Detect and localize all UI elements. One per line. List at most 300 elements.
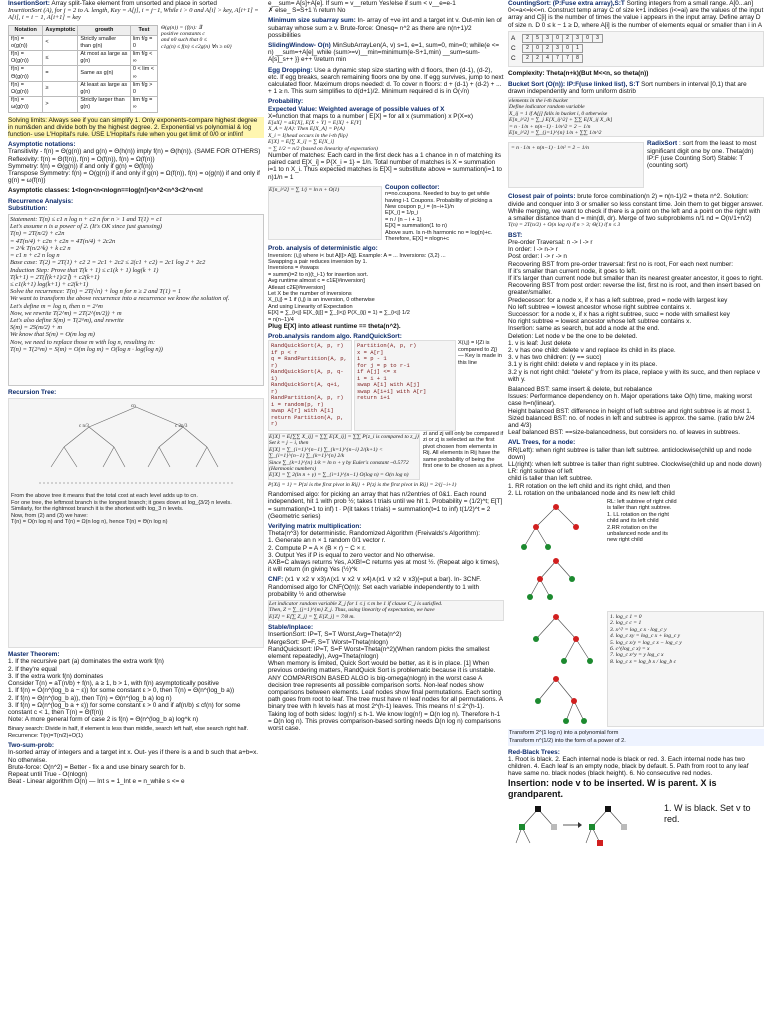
complexity-text: Complexity: Theta(n+k)(But M<<n, so theta(n)) [508,70,649,78]
inversion-line: = summ(i=2 to n)(t_i-1) for insertion sort. [268,271,369,278]
matrix-line: 1. Generate an n × 1 random 0/1 vector r. [268,537,386,545]
master-theorem-title: Master Theorem: [8,651,60,659]
egg-dropping-title: Egg Dropping: [268,66,313,74]
log-rule-line: 6. c^(log_c x) = x [610,646,650,653]
randquicksort-line: Set k = j − i, then [269,440,309,447]
growth-table-cell: Strictly smaller than g(n) [78,35,131,50]
insertion-sort-title: InsertionSort: [8,0,50,7]
growth-table-cell: lim f/g = ∞ [130,97,157,112]
binary-search-text: Binary search: Divide in half, if element is less than middle, search left half, else search right half. Recurrence: T(n)=T(n/2)+O(1) [8,726,249,739]
asymptotic-line: Transitivity - f(n) = Θ(g(n)) and g(n) = Θ(h(n)) imply f(n) = Θ(h(n)). (SAME FOR OTHERS) [8,148,261,156]
recurrence-title: Recurrence Analysis: [8,197,74,205]
avl-title: AVL Trees, for a node: [508,439,576,447]
bucket-total: = n · 1/n + n(n−1) · 1/n² = 2 − 1/n [508,142,644,188]
counting-array-row [511,44,761,53]
inversion-line: Atleast c2E[#inversion] [268,284,325,291]
log-rules [607,611,764,727]
asymptotic-line: Symmetry: f(n) = Θ(g(n)) if and only if g(n) = Θ(f(n)) [8,162,153,170]
theta-definition-line: Θ(g(n)) = {f(n): ∃ [161,24,202,31]
probability [268,98,504,180]
closest-pair-formula: T(n) = 2T(n/2) + O(n log n) if n > 3; Θ(1) if n ≤ 3 [508,222,621,229]
randquicksort-title: Prob.analysis random algo. RandQuickSort: [268,333,402,341]
randquicksort-line: Since ∑_{k=1}^{n} 1/k = ln n + γ by Euler's constant ~0.5772 (Harmonic numbers) [269,459,409,472]
code-line: swap A[i] with A[j] [357,381,420,389]
growth-table-header: growth [78,25,131,35]
closest-pair [508,193,764,228]
matrix-line: AXB=C always returns Yes, AXB!=C returns yes at most ½. (Repeat algo k times), it will return (in giving Yes (½)^k [268,559,500,574]
matrix-line: 3. Output Yes if P is equal to zero vector and No otherwise. [268,551,435,559]
inversion-line: Swapping a pair reduces inversion by 1. [268,258,368,265]
growth-table-row [9,81,158,96]
growth-table-cell: f(n) = o(g(n)) [9,35,43,50]
master-theorem-line: 2. If they're equal [8,665,57,673]
two-sum-continued-line: e__sum= A[s]+A[e]. If sum = v__return Yes!else if sum < v__e=e-1 [268,0,456,7]
counting-array-row [511,34,761,43]
growth-table-cell: f(n) = Θ(g(n)) [9,66,43,81]
counting-sort [508,0,764,67]
counting-array-cell: 2 [533,55,543,63]
stable-line: RandQuicksort: IP=T, S=F Worst=Theta(n^2)(When random picks the smallest element repeatedly), Avg=Theta(nlogn) [268,645,490,661]
two-sum-continued-line: ✗ else_ S=S+1 \\ return No [268,7,346,15]
bucket-line: elements in the i-th bucket [509,98,568,105]
bucket-line: E[n_i^2] = ∑_{j=1}^{n} 1/n + ∑∑ 1/n^2 [509,130,602,137]
bst-line: 3.2 y is not right child: "delete" y from its place, replace y with its succ, and then replace v with y. [508,368,761,383]
bucket-line: E[n_i^2] = ∑_j E[X_ij^2] + ∑∑ E[X_ij X_ik] [509,117,613,124]
stable-line: InsertionSort: IP=T, S=T Worst,Avg=Theta(n^2) [268,631,402,639]
avl-trees [508,439,764,745]
counting-array-cell: 3 [543,34,553,42]
stable-line: MergeSort: IP=F, S=T Worst=Theta(nlogn) [268,638,388,646]
recursion-tree-line: T(n) = O(n log n) and T(n) = Ω(n log n), hence T(n) = Θ(n log n) [11,519,168,526]
growth-table-cell: lim f/g > 0 [130,81,157,96]
counting-sort-text: Sorting integers from a small range. A[0...an] 0<=a<=k<=n. Construct temp array C of size k+1 indices (i<=ai) are the values of the input array and C[i] is the number of times the value i appears in the input array. Define array D of size n. D 0 ≤ k − 1 ≥ D, where A[i] is the number of elements equal or smaller than i in A [508,0,764,29]
code-line: return i+1 [357,394,391,402]
growth-table-cell: Same as g(n) [78,66,131,81]
recursion-tree-line: From the above tree it means that the total cost at each level adds up to cn. [11,493,198,500]
counting-array-cell: 3 [553,45,563,53]
growth-table-row [9,66,158,81]
master-theorem-line: Note: A more general form of case 2 is f(n) = Θ(n^(log_b a) log^k n) [8,716,199,724]
growth-table-cell: f(n) = Ω(g(n)) [9,81,43,96]
randquicksort-line: E[X] = ∑_{i=1}^{n−1} ∑_{k=1}^{n−i} 2/(k+1) < ∑_{i=1}^{n−1} ∑_{k=1}^{n} 2/k [269,446,383,460]
randomised-algo [268,491,504,520]
asymptotic-line: Reflexivity: f(n) = Θ(f(n)), f(n) = O(f(n)), f(n) = Ω(f(n)) [8,155,155,163]
counting-array-cell: 2 [523,55,533,63]
counting-array-label: A [511,34,516,42]
two-sum-continued [268,0,504,14]
recursion-tree-figure [8,398,264,648]
two-sum-line: Brute-force: O(n^2) = Better - fix a and use binary search for b. [8,763,186,771]
code-line: swap A[r] with A[i] [271,407,334,415]
binary-search-note [8,726,264,739]
counting-array [522,34,603,43]
radix-title: RadixSort [647,140,678,148]
column-right [508,0,764,1024]
bucket-sort-text: Sort numbers in interval [0,1) that are drawn independently and form uniform distrib [508,80,747,95]
recurrence-analysis [8,198,264,386]
radix-sort [508,140,764,190]
code-line: RandQuickSort(A, p, r) [271,342,344,350]
deterministic-title: Prob. analysis of deterministic algo: [268,245,378,253]
master-theorem-line: Consider T(n) = aT(n/b) + f(n), a ≥ 1, b > 1, with f(n) asymptotically positive [8,680,219,688]
plug-note: Plug E[X] into atleast runtime == theta(n^2). [268,323,401,331]
sliding-window-text: MinSubArrayLen(A, v) s=1, e=1, sum=0, min=0; while(e <= n) __sum=+A[e]_while (sum>=v)__min=minimum(e-S+1,min) __sum=sum-A[s]_s++ }} e++ \\return min [268,42,500,64]
bucket-line: X_ij = 1 if A[j] falls in bucket i, 0 otherwise [509,110,608,117]
bst-line: Pre-order Traversal: n -> l -> r [508,238,593,246]
two-sum-title: Two-sum-prob: [8,742,55,750]
coupon-line: E[X_i] = 1/p_i [385,210,419,217]
substitution-line: = 2^k T(n/2^k) + k c2 n [10,244,71,252]
bst-line: Deletion: Let node v be the one to be deleted. [508,332,638,340]
avl-rl-line: unbalanced node and its [607,531,668,538]
matrix-multiplication [268,523,504,573]
counting-array-row [511,54,761,63]
avl-line: 2. LL rotation on the unbalanced node and its new left child [508,489,675,497]
log-rule-line: 4. log_c xy = log_c x + log_c y [610,633,681,640]
transform-note-1: Transform 2^(1 log n) into a polynomial form [508,729,764,737]
counting-array-cell: 0 [563,45,573,53]
asymptotic-line: Transpose Symmetry: f(n) = O(g(n)) if and only if g(n) = Ω(f(n)), f(n) = o(g(n)) if and only if g(n) = ω(f(n)) [8,170,260,185]
column-middle [268,0,504,1024]
radix-text: : sort from the least to most significant digit one by one. Theta(dn) [647,140,757,155]
recursion-tree-title: Recursion Tree: [8,389,57,397]
avl-rl-line: is taller than right subtree. [607,505,672,512]
column-left [8,0,264,1024]
substitution-line: We know that S(m) = O(m log m) [10,331,95,339]
bst-line: If it's smaller than current node, it goes to left. [508,267,637,275]
svg-text:cn: cn [131,404,136,410]
substitution-line: Let's assume n is a power of 2. (It's OK since just guessing) [10,223,163,231]
complexity [508,70,764,77]
counting-array [522,44,583,53]
radix-note: IP:F (use Counting Sort) Stable: T (counting sort) [647,154,744,170]
rb-title: Red-Black Trees: [508,748,560,756]
stable-inplace-title: Stable/Inplace: [268,624,314,632]
code-line: i = random(p, r) [271,400,324,408]
counting-array-cell: 2 [523,34,533,42]
code-line: q = RandPartition(A, p, r) [271,355,347,369]
growth-table-cell: < [43,35,78,50]
coupon-line: n=no.coupons. Needed to buy to get while having i-1 Coupons. Probability of picking a New coupon p_i = (n−i+1)/n [385,191,493,210]
red-black-trees [508,749,764,847]
rb-insertion: Insertion: node v to be inserted. W is parent. X is grandparent. [508,777,717,799]
growth-table-cell: ≤ [43,51,78,66]
recursion-tree-diagram [9,399,263,489]
balanced-line: Issues: Performance dependency on h. Major operations take O(h) time, making worst case h=n(linear). [508,393,753,408]
randquicksort-code [268,340,352,431]
substitution-line: = 4T(n/4) + c2n + c2n = 4T(n/4) + 2c2n [10,237,116,245]
avl-line: RR(Left): when right subtree is taller than left subtree. anticlockwise(child up and node down) [508,446,752,461]
log-rule-line: 8. log_c x = log_b x / log_b c [610,658,677,665]
log-rule-line: 1. log_c 1 = 0 [610,614,642,620]
counting-array-cell: 1 [573,45,583,53]
counting-array-cell: 8 [573,55,583,63]
growth-table-cell: 0 < lim < ∞ [130,66,157,81]
cnf-line: Let indicator random variable Z_j for 1 ≤ j ≤ m be 1 if clause C_j is satisfied. [269,601,443,608]
probability-line: X_A = I{A}: Then E[X_A] = P{A} [268,126,345,133]
code-line: Partition(A, p, r) [357,342,417,350]
growth-table-row [9,97,158,112]
asymptotic-classes-text: Asymptotic classes: 1<logn<n<nlogn==log(n!)<n^2<n^3<2^n<n! [8,187,203,195]
substitution-line: We want to transform the above recurrence into a recurrence we know the solution of. [10,295,230,303]
bst [508,232,764,383]
probability-line: E[X] = E[∑ X_i] = ∑ E[X_i] [268,139,335,146]
code-line: swap A[i+1] with A[r] [357,387,427,395]
code-line: i = p - 1 [357,355,387,363]
randquicksort-side: X(i,j) = I{Zi is compared to Zj} — Key is made in this line [458,340,502,366]
svg-text:c 2n/3: c 2n/3 [175,424,188,430]
recursion-tree-line: For one tree, the leftmost branch is the longest branch; it goes down at log_{3/2} n levels. [11,499,232,506]
coupon-line: = n / (n − i + 1) [385,216,422,223]
bst-line: In order: l -> n-> r [508,246,558,254]
master-theorem-line: 1. If the recursive part (a) dominates the extra work f(n) [8,658,164,666]
bst-line: 3.1 y is right child: delete v and replace y in its place. [508,361,658,369]
growth-table-cell: f(n) = O(g(n)) [9,51,43,66]
recursion-tree-line: Similarly, for the rightmost branch it is the shortest with log_3 n levels. [11,506,184,513]
inversion-line: Inversions = #swaps [268,265,319,272]
avl-line: LL(right): when left subtree is taller than right subtree. Clockwise(child up and node down) [508,460,762,468]
coupon-line: Above sum. Is n-th harmonic no = log(n)+c. Therefore, E[X] = nlogn+c [385,229,493,242]
growth-table-row [9,35,158,50]
inversion-line: E[X] = ∑_{i<j} E[X_{ij}] = ∑_{i<j} P(X_{ij} = 1) = ∑_{i<j} 1/2 [268,310,410,317]
minimum-size-text: In- array of +ve int and a target int v. Out-min len of subarray whose sum ≥ v. Brute-force: Onesq= n^2 as there are n(n+1)/2 possibilities [268,17,502,39]
bst-line: Successor: for a node x, if x has a right subtree, succ = node with smallest key [508,310,730,318]
svg-text:c n/3: c n/3 [79,424,89,430]
growth-table [8,25,158,113]
expected-value-def: X=function that maps to a number | E[X] = for all x (summation) x P(X=x) [268,112,474,120]
avl-rl-line: new right child [607,537,643,544]
code-line: RandQuickSort(A, q+1, r) [271,381,341,395]
substitution-line: Solve the recurrence: T(n) = 2T(√n) + log n for n ≥ 2 and T(1) = 1 [10,288,182,296]
bucket-line: = n · 1/n + n(n−1) · 1/n^2 = 2 − 1/n [509,123,591,130]
substitution-line: Base case: T(2) = 2T(1) + c2 2 = 2c1 + 2c2 ≤ 2(c1 + c2) = 2c1 log 2 + 2c2 [10,259,206,267]
substitution-line: ≤ c1(k+1) log(k+1) + c2(k+1) [10,280,89,288]
counting-sort-arrays [508,31,764,68]
growth-table-cell: At most as large as g(n) [78,51,131,66]
coupon-line: E[X] = summation(1 to n) [385,223,448,230]
transform-note-2: Transform n^(1/2) into the form of a power of 2. [508,737,764,745]
substitution-line: Let's define m = log n, then n = 2^m [10,302,103,310]
randquicksort-line: E[X] = ∑ 2(ln n + γ) = ∑_{i=1}^{n−1} O(log n) = O(n log n) [269,472,409,479]
number-of-matches: Number of matches: Each card in the first deck has a 1 chance in n of matching its paired card E[X_i] = P{X_i = 1} = 1/n. Total number of matches is X = summation i=1 to n X_i. Thus expected matches is E[X] = substitute above = summation(i=1 to n)1/n = 1 [268,152,502,181]
code-line: RandQuickSort(A, p, q-1) [271,368,344,382]
substitution-line: Statement: T(n) ≤ c1 n log n + c2 n for n > 1 and T(1) = c1 [10,216,163,224]
asymptotic-notations-title: Asymptotic notations: [8,141,76,149]
bst-line: Predecessor: for a node x, if x has a left subtree, pred = node with largest key [508,296,728,304]
log-rule-line: 3. x^? = log_c x · log_c y [610,626,667,633]
theta-definition-line: and n0 such that 0 ≤ [161,37,207,44]
bst-line: Insertion: same as search, but add a node at the end. [508,325,660,333]
avl-rotation-diagram [508,499,604,609]
cnf-text: (x1 ∨ x2 ∨ x3)∧(x1 ∨ x2 ∨ x4)∧(x1 ∨ x2 ∨ x3)(=put a bar). In- 3CNF. Randomised algo for CNF(O(n)): Set each variable independently to 1 with probability ½ and otherwise [268,576,482,598]
theta-definition-line: positive constants c [161,31,205,38]
rb-text: 1. Root is black. 2. Each internal node is black or red. 3. Each internal node has two children. 4. Each leaf is an empty node, black by default. 5. Path from root to any leaf have same no. black nodes (black height). 6. No consecutive red nodes. [508,756,749,778]
partition-code [354,340,456,431]
growth-table-header: Asymptotic [43,25,78,35]
matrix-line: Theta(n^3) for deterministic. Randomized Algorithm (Freivalds's Algorithm): [268,530,480,538]
insertion-sort-text: Array split-Take element from unsorted and place in sorted [51,0,217,7]
recursion-tree-line: Now, from (2) and (3) we have: [11,512,88,519]
balanced-line: Balanced BST: same insert & delete, but rebalance [508,385,653,393]
bst-line: 1. v is leaf: Just delete [508,339,572,347]
bucket-line: Define indicator random variable [509,104,585,111]
minimum-size-title: Minimum size subarray sum: [268,17,356,25]
growth-table-cell: = [43,66,78,81]
counting-array-cell: 3 [593,34,603,42]
deterministic-analysis [268,245,504,330]
growth-table-area [8,25,264,113]
balanced-bst [508,386,764,436]
probability-line: E[aX] = aE[X], E[X + Y] = E[X] + E[Y] [268,120,362,127]
avl-rl-line: 1. LL rotation on the right [607,511,669,518]
bst-line: 2. v has one child: delete v and replace its child in its place. [508,346,676,354]
growth-table-header: Notation [9,25,43,35]
probability-line: X_i = I{head occurs in the i-th flip} [268,132,348,139]
balanced-line: Leaf balanced BST: ==size-balancedness, but considers no. of leaves in subtrees. [508,429,740,437]
solving-limits [8,117,264,139]
two-sum [8,742,264,785]
counting-array-cell: 0 [533,45,543,53]
cnf [268,576,504,621]
cnf-proof [268,600,504,621]
master-theorem-line: 3. If the extra work f(n) dominates [8,672,104,680]
code-line: if p < r [271,348,298,356]
master-theorem-line: 1. If f(n) = O(n^(log_b a − ε)) for some constant ε > 0, then T(n) = Θ(n^(log_b a)) [8,687,235,695]
counting-array-cell: 4 [543,55,553,63]
matrix-title: Verifying matrix multiplication: [268,522,362,530]
substitution-line: T(n) = 2T(n/2) + c2n [10,230,65,238]
log-rule-line: 7. log_c x^y = y log_c x [610,652,664,659]
growth-table-header: Test [130,25,157,35]
randquicksort-proof [268,433,420,480]
substitution-line: = c1 n + c2 n log n [10,252,60,260]
inversion-line: Inversion: (i,j) where i< but A[i]> A[j]. Example: A = ... Inversions: (3,2) ... [268,252,446,259]
bucket-sort [508,81,764,138]
code-line: x = A[r] [357,348,384,356]
substitution-line: Induction Step: Prove that T(k + 1) ≤ c1(k + 1) log(k + 1) [10,266,159,274]
substitution-proof [8,214,264,386]
avl-line: child is taller than left subtree. [508,475,593,483]
counting-array-cell: 0 [553,34,563,42]
bst-line: Recovering BST from pre-order traversal: first no is root, For each next number: [508,260,734,268]
counting-array-cell: 2 [543,45,553,53]
rb-case1: 1. W is black. Set v to red. [664,802,751,824]
code-line: RandPartition(A, p, r) [271,394,344,402]
randquicksort-right-note: zi and zj will only be compared if zi or zj is selected as the first pivot chosen from elements in Rij. All elements in Rij have the same probability of being the first one to be chosen as a pivot. [423,430,504,469]
two-sum-line: Repeat until True - O(nlogn) [8,770,88,778]
inversion-line: = n(n−1)/4 [268,316,294,323]
recursion-tree-section [8,389,264,648]
growth-table-cell: ≥ [43,81,78,96]
substitution-line: Now, we rewrite T(2^m) = 2T(2^(m/2)) + m [10,309,122,317]
sliding-window [268,42,504,64]
bst-line: Recovering BST from post order: reverse the list, first no is root, and then insert based on greater/smaller. [508,282,761,297]
growth-table-cell: lim f/g = 0 [130,35,157,50]
bst-line: Post order: l -> r -> n [508,253,567,261]
coupon-collector [268,184,504,242]
growth-table-cell: Strictly larger than g(n) [78,97,131,112]
avl-rl-line: 2.RR rotation on the [607,524,658,531]
asymptotic-notations [8,141,264,184]
counting-array [522,54,583,63]
counting-array-label: C [511,55,516,63]
counting-array-cell: 7 [563,55,573,63]
inversion-line: And using Linearity of Expectation [268,303,353,310]
counting-array-cell: 3 [573,34,583,42]
avl-rl-line: RL: left subtree of right child [607,499,677,505]
inversion-line: Let X be the number of inversions [268,290,352,297]
growth-table-row [9,51,158,66]
matrix-line: 2. Compute P = A × (B × r) − C × r. [268,544,366,552]
growth-table-cell: lim f/g < ∞ [130,51,157,66]
egg-dropping [268,67,504,96]
bst-line: If it's larger than current node but smaller than its nearest greater ancestor, it goes to right. [508,274,763,282]
cnf-line: Then, Z = ∑_{j=1}^{m} Z_j. Thus, using linearity of expectation, we have [269,607,435,614]
code-line: i = i + 1 [357,374,387,382]
cnf-title: CNF: [268,576,284,584]
substitution-line: T(n) = T(2^m) = S(m) = O(m log m) = O(log n · log(log n)) [10,345,163,353]
stable-line: When memory is limited, Quick Sort would be better, as it is in place. [1] When previous ordering matters, RandQuick Sort is problematic because it is unstable. [268,660,496,675]
theta-definition-line: c1g(n) ≤ f(n) ≤ c2g(n) ∀n ≥ n0} [161,43,232,50]
pivot-probability: P{Xij = 1} = P{zi is the first pivot in Rij} + P{zj is the first pivot in Rij} = 2/(j−i+1) [268,481,457,488]
expected-value-title: Expected Value: Weighted average of possible values of X [268,105,445,113]
avl-rl-diagram [508,609,604,729]
inversion-line: Avg runtime almost c = c1E[#inversion] [268,278,365,285]
stable-inplace [268,624,504,732]
substitution-line: T(k+1) = 2T(⌈(k+1)/2⌉) + c2(k+1) [10,273,100,281]
solving-limits-text: Solving limits: Always see if you can simplify 1. Only exponents-compare highest degree in num&den and divide both by the highest degree. 2. Exponential vs polynomial & log function- use L'Hopital's rule. USE L'Hopital's rule when you get limit of 0/0 or inf/inf [8,117,264,139]
code-line: return Partition(A, p, r) [271,413,344,428]
counting-sort-title: CountingSort: (P:Fuse extra array),S:T [508,0,625,7]
coupon-collector-title: Coupon collector: [385,183,440,191]
bucket-sort-proof [508,97,764,137]
code-line: if A[j] <= x [357,368,397,376]
insertion-sort-algo: InsertionSort (A), for j = 2 to A. length, Key = A[j], i = j−1, While i > 0 and A[i] > key, A[i+1] = A[i], i = i − 1, A[i+1] = key [8,7,259,22]
two-sum-line: In-sorted array of integers and a target int x. Out- yes if there is a and b such that a+b=x. No otherwise. [8,749,259,764]
counting-array-cell: 0 [583,34,593,42]
avl-line: LR: right subtree of left [508,468,573,476]
closest-pair-text: brute force combination(n 2) = n(n-1)/2 = theta n^2. Solution: divide and conquer into 3 or smaller so less constant time. Join them to get bigger answer. While merging, we want to check if there is a point on the left and a point on the right with a smaller distance than d = min(dl, dr). Merge of two subproblems n/1 nd = O(n/1+n/2) [508,193,764,223]
randomised-algo-text: Randomised algo: for picking an array that has n/2entries of 0&1. Each round independent, hit 1 with prob ½; takes t trials until we hit 1. Probability = (1/2)^t; E[T] = summation(t=1 to inf) t · P(it takes t trials) = summation(t=1 to inf) t(1/2)^t = 2 (Geometric series) [268,491,503,520]
log-rule-line: 5. log_c x/y = log_c x − log_c y [610,639,682,646]
stable-line: ANY COMPARISON BASED ALGO is big-omega(nlogn) in the worst case A decision tree represents all possible comparison sorts. Non-leaf nodes show comparisons between elements. Leaf nodes show final permutations. Each sorting path goes from root to leaf. The tree must have n! leaf nodes for all permutations. A binary tree with h levels has at most 2^(h-1) leaves. This means n! ≤ 2^(h-1). Taking log of both sides: log(n!) ≤ h-1. We know log(n!) = Ω(n log n). Therefore h-1 = Ω(n log n). This proves comparison-based sorting needs Ω(n log n) comparisons worst case. [268,674,503,733]
bst-title: BST: [508,231,523,239]
counting-array-label: C [511,45,516,53]
insertion-sort-section [8,0,264,22]
balanced-line: Height balanced BST: difference in height of left subtree and right subtree is at most 1. [508,407,752,415]
avl-rl-line: child and its left child [607,518,659,525]
harmonic-figure [268,186,382,240]
probability-line: = ∑ 1/2 = n/2 (based on linearity of expectation) [268,145,378,152]
counting-array-cell: 2 [523,45,533,53]
substitution-line: Let's also define S(m) = T(2^m), and rewrite [10,316,124,324]
master-theorem [8,651,264,723]
master-theorem-line: 2. If f(n) = Θ(n^(log_b a)), then T(n) = Θ(n^(log_b a) log n) [8,694,172,702]
growth-table-cell: > [43,97,78,112]
substitution-title: Substitution: [8,204,48,212]
harmonic-line: E[n_i^2] = ∑ 1/j = ln n + O(1) [269,186,340,193]
avl-line: 1. RR rotation on the left child and its right child, and then [508,482,671,490]
egg-dropping-text: Use a dynamic step size starting with d floors, then (d-1), (d-2), etc. If egg breaks, search remaining floors one by one. If egg survives, jump to next calculated floor. Maximum drops needed: d. To cover n floors: d + (d-1) + (d-2) + ... + 1 ≥ n. This sum simplifies to d(d+1)/2. Minimum required d is in O(√n) [268,66,504,96]
balanced-line: Sized balanced BST: no. of nodes in left and subtree is approx. the same. (ratio b/w 2/4 and 4/3) [508,414,755,429]
bst-line: No left subtree = lowest ancestor whose right subtree contains x. [508,303,692,311]
asymptotic-classes [8,187,264,194]
counting-array-cell: 7 [553,55,563,63]
counting-array-cell: 2 [563,34,573,42]
counting-array-cell: 5 [533,34,543,42]
bst-line: 3. v has two children: (y == succ) [508,354,602,362]
growth-table-cell: At least as large as g(n) [78,81,131,96]
